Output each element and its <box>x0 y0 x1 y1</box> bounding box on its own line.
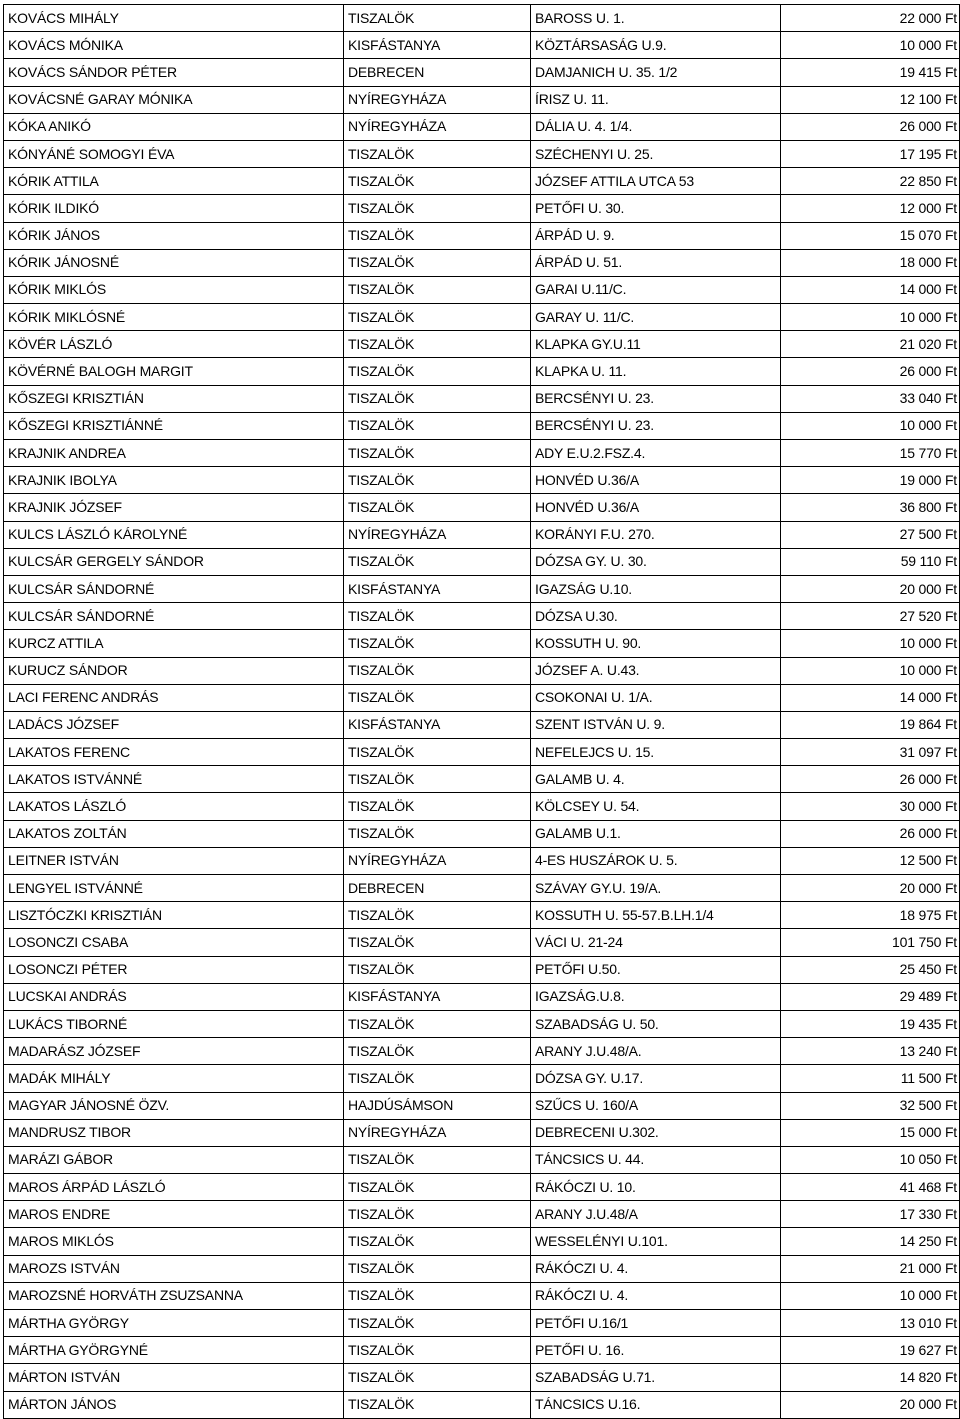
name-cell: KÖVÉR LÁSZLÓ <box>4 331 344 358</box>
name-cell: LENGYEL ISTVÁNNÉ <box>4 875 344 902</box>
table-row <box>4 304 960 331</box>
amount-cell: 10 000 Ft <box>781 630 960 657</box>
table-row <box>4 847 960 874</box>
address-cell: NEFELEJCS U. 15. <box>531 739 781 766</box>
table-row <box>4 222 960 249</box>
city-cell: TISZALÖK <box>344 902 531 929</box>
amount-cell: 101 750 Ft <box>781 929 960 956</box>
name-cell: MAROZS ISTVÁN <box>4 1255 344 1282</box>
amount-cell: 19 864 Ft <box>781 711 960 738</box>
amount-cell: 19 415 Ft <box>781 59 960 86</box>
table-row <box>4 1201 960 1228</box>
amount-cell: 13 010 Ft <box>781 1310 960 1337</box>
address-cell: ARANY J.U.48/A <box>531 1201 781 1228</box>
address-cell: ADY E.U.2.FSZ.4. <box>531 440 781 467</box>
amount-cell: 21 020 Ft <box>781 331 960 358</box>
name-cell: LOSONCZI CSABA <box>4 929 344 956</box>
address-cell: KOSSUTH U. 55-57.B.LH.1/4 <box>531 902 781 929</box>
name-cell: MÁRTON ISTVÁN <box>4 1364 344 1391</box>
table-row <box>4 86 960 113</box>
name-cell: MAGYAR JÁNOSNÉ ÖZV. <box>4 1092 344 1119</box>
donor-table <box>3 4 960 1419</box>
city-cell: TISZALÖK <box>344 276 531 303</box>
name-cell: KULCSÁR SÁNDORNÉ <box>4 603 344 630</box>
name-cell: MÁRTON JÁNOS <box>4 1391 344 1418</box>
name-cell: KULCSÁR SÁNDORNÉ <box>4 575 344 602</box>
amount-cell: 20 000 Ft <box>781 1391 960 1418</box>
name-cell: KURCZ ATTILA <box>4 630 344 657</box>
table-row <box>4 1174 960 1201</box>
table-row <box>4 657 960 684</box>
table-row <box>4 1119 960 1146</box>
amount-cell: 26 000 Ft <box>781 113 960 140</box>
amount-cell: 14 000 Ft <box>781 684 960 711</box>
address-cell: SZENT ISTVÁN U. 9. <box>531 711 781 738</box>
amount-cell: 22 000 Ft <box>781 5 960 32</box>
city-cell: TISZALÖK <box>344 1038 531 1065</box>
address-cell: GARAY U. 11/C. <box>531 304 781 331</box>
name-cell: MANDRUSZ TIBOR <box>4 1119 344 1146</box>
table-row <box>4 521 960 548</box>
table-row <box>4 5 960 32</box>
table-row <box>4 385 960 412</box>
address-cell: SZABADSÁG U.71. <box>531 1364 781 1391</box>
name-cell: LAKATOS LÁSZLÓ <box>4 793 344 820</box>
city-cell: TISZALÖK <box>344 739 531 766</box>
amount-cell: 26 000 Ft <box>781 766 960 793</box>
city-cell: TISZALÖK <box>344 494 531 521</box>
city-cell: TISZALÖK <box>344 1065 531 1092</box>
city-cell: TISZALÖK <box>344 766 531 793</box>
name-cell: KÓRIK JÁNOSNÉ <box>4 249 344 276</box>
address-cell: SZŰCS U. 160/A <box>531 1092 781 1119</box>
table-row <box>4 929 960 956</box>
amount-cell: 17 195 Ft <box>781 140 960 167</box>
address-cell: RÁKÓCZI U. 10. <box>531 1174 781 1201</box>
amount-cell: 33 040 Ft <box>781 385 960 412</box>
amount-cell: 21 000 Ft <box>781 1255 960 1282</box>
table-row <box>4 875 960 902</box>
amount-cell: 59 110 Ft <box>781 548 960 575</box>
address-cell: BERCSÉNYI U. 23. <box>531 412 781 439</box>
table-row <box>4 630 960 657</box>
table-row <box>4 1228 960 1255</box>
name-cell: KÓKA ANIKÓ <box>4 113 344 140</box>
address-cell: ÍRISZ U. 11. <box>531 86 781 113</box>
address-cell: DEBRECENI U.302. <box>531 1119 781 1146</box>
city-cell: TISZALÖK <box>344 1364 531 1391</box>
city-cell: TISZALÖK <box>344 956 531 983</box>
name-cell: KOVÁCS MIHÁLY <box>4 5 344 32</box>
city-cell: TISZALÖK <box>344 1255 531 1282</box>
amount-cell: 10 050 Ft <box>781 1146 960 1173</box>
address-cell: IGAZSÁG.U.8. <box>531 983 781 1010</box>
amount-cell: 18 975 Ft <box>781 902 960 929</box>
address-cell: KLAPKA GY.U.11 <box>531 331 781 358</box>
amount-cell: 25 450 Ft <box>781 956 960 983</box>
city-cell: TISZALÖK <box>344 630 531 657</box>
name-cell: KULCSÁR GERGELY SÁNDOR <box>4 548 344 575</box>
name-cell: LISZTÓCZKI KRISZTIÁN <box>4 902 344 929</box>
table-row <box>4 1310 960 1337</box>
address-cell: DÁLIA U. 4. 1/4. <box>531 113 781 140</box>
amount-cell: 10 000 Ft <box>781 1282 960 1309</box>
address-cell: PETŐFI U. 30. <box>531 195 781 222</box>
table-row <box>4 467 960 494</box>
amount-cell: 19 627 Ft <box>781 1337 960 1364</box>
address-cell: ARANY J.U.48/A. <box>531 1038 781 1065</box>
city-cell: TISZALÖK <box>344 195 531 222</box>
name-cell: KOVÁCS MÓNIKA <box>4 32 344 59</box>
name-cell: KŐSZEGI KRISZTIÁNNÉ <box>4 412 344 439</box>
city-cell: TISZALÖK <box>344 222 531 249</box>
name-cell: KURUCZ SÁNDOR <box>4 657 344 684</box>
amount-cell: 41 468 Ft <box>781 1174 960 1201</box>
city-cell: KISFÁSTANYA <box>344 711 531 738</box>
table-row <box>4 1065 960 1092</box>
address-cell: GARAI U.11/C. <box>531 276 781 303</box>
address-cell: BERCSÉNYI U. 23. <box>531 385 781 412</box>
city-cell: TISZALÖK <box>344 1010 531 1037</box>
name-cell: MÁRTHA GYÖRGY <box>4 1310 344 1337</box>
name-cell: LADÁCS JÓZSEF <box>4 711 344 738</box>
city-cell: TISZALÖK <box>344 1310 531 1337</box>
address-cell: RÁKÓCZI U. 4. <box>531 1282 781 1309</box>
table-row <box>4 331 960 358</box>
table-row <box>4 711 960 738</box>
city-cell: NYÍREGYHÁZA <box>344 847 531 874</box>
name-cell: LUKÁCS TIBORNÉ <box>4 1010 344 1037</box>
name-cell: LAKATOS ZOLTÁN <box>4 820 344 847</box>
amount-cell: 27 500 Ft <box>781 521 960 548</box>
address-cell: HONVÉD U.36/A <box>531 494 781 521</box>
name-cell: MADARÁSZ JÓZSEF <box>4 1038 344 1065</box>
table-row <box>4 440 960 467</box>
city-cell: TISZALÖK <box>344 358 531 385</box>
name-cell: KÖVÉRNÉ BALOGH MARGIT <box>4 358 344 385</box>
name-cell: KÓRIK MIKLÓS <box>4 276 344 303</box>
city-cell: NYÍREGYHÁZA <box>344 1119 531 1146</box>
amount-cell: 27 520 Ft <box>781 603 960 630</box>
name-cell: LACI FERENC ANDRÁS <box>4 684 344 711</box>
address-cell: SZÉCHENYI U. 25. <box>531 140 781 167</box>
table-row <box>4 113 960 140</box>
name-cell: KRAJNIK JÓZSEF <box>4 494 344 521</box>
city-cell: TISZALÖK <box>344 168 531 195</box>
amount-cell: 10 000 Ft <box>781 304 960 331</box>
name-cell: MARÁZI GÁBOR <box>4 1146 344 1173</box>
city-cell: NYÍREGYHÁZA <box>344 521 531 548</box>
name-cell: LAKATOS FERENC <box>4 739 344 766</box>
city-cell: TISZALÖK <box>344 467 531 494</box>
table-row <box>4 739 960 766</box>
amount-cell: 17 330 Ft <box>781 1201 960 1228</box>
table-row <box>4 793 960 820</box>
city-cell: TISZALÖK <box>344 820 531 847</box>
city-cell: KISFÁSTANYA <box>344 983 531 1010</box>
address-cell: TÁNCSICS U.16. <box>531 1391 781 1418</box>
table-row <box>4 32 960 59</box>
address-cell: PETŐFI U. 16. <box>531 1337 781 1364</box>
city-cell: TISZALÖK <box>344 793 531 820</box>
name-cell: KÓRIK MIKLÓSNÉ <box>4 304 344 331</box>
address-cell: TÁNCSICS U. 44. <box>531 1146 781 1173</box>
city-cell: TISZALÖK <box>344 684 531 711</box>
city-cell: TISZALÖK <box>344 548 531 575</box>
table-row <box>4 575 960 602</box>
city-cell: TISZALÖK <box>344 1174 531 1201</box>
table-row <box>4 603 960 630</box>
table-row <box>4 902 960 929</box>
address-cell: KÖLCSEY U. 54. <box>531 793 781 820</box>
name-cell: KÓRIK ILDIKÓ <box>4 195 344 222</box>
address-cell: WESSELÉNYI U.101. <box>531 1228 781 1255</box>
address-cell: 4-ES HUSZÁROK U. 5. <box>531 847 781 874</box>
address-cell: JÓZSEF ATTILA UTCA 53 <box>531 168 781 195</box>
amount-cell: 26 000 Ft <box>781 358 960 385</box>
table-row <box>4 1038 960 1065</box>
address-cell: BAROSS U. 1. <box>531 5 781 32</box>
address-cell: ÁRPÁD U. 9. <box>531 222 781 249</box>
amount-cell: 19 435 Ft <box>781 1010 960 1037</box>
amount-cell: 22 850 Ft <box>781 168 960 195</box>
amount-cell: 15 770 Ft <box>781 440 960 467</box>
address-cell: IGAZSÁG U.10. <box>531 575 781 602</box>
table-row <box>4 1282 960 1309</box>
amount-cell: 18 000 Ft <box>781 249 960 276</box>
name-cell: KOVÁCSNÉ GARAY MÓNIKA <box>4 86 344 113</box>
amount-cell: 14 000 Ft <box>781 276 960 303</box>
address-cell: RÁKÓCZI U. 4. <box>531 1255 781 1282</box>
amount-cell: 10 000 Ft <box>781 412 960 439</box>
address-cell: CSOKONAI U. 1/A. <box>531 684 781 711</box>
amount-cell: 13 240 Ft <box>781 1038 960 1065</box>
name-cell: MAROS MIKLÓS <box>4 1228 344 1255</box>
table-row <box>4 358 960 385</box>
city-cell: TISZALÖK <box>344 140 531 167</box>
table-row <box>4 494 960 521</box>
city-cell: TISZALÖK <box>344 385 531 412</box>
amount-cell: 11 500 Ft <box>781 1065 960 1092</box>
amount-cell: 36 800 Ft <box>781 494 960 521</box>
city-cell: NYÍREGYHÁZA <box>344 113 531 140</box>
name-cell: KULCS LÁSZLÓ KÁROLYNÉ <box>4 521 344 548</box>
name-cell: LAKATOS ISTVÁNNÉ <box>4 766 344 793</box>
address-cell: GALAMB U.1. <box>531 820 781 847</box>
table-row <box>4 1010 960 1037</box>
amount-cell: 10 000 Ft <box>781 657 960 684</box>
amount-cell: 30 000 Ft <box>781 793 960 820</box>
amount-cell: 31 097 Ft <box>781 739 960 766</box>
address-cell: SZABADSÁG U. 50. <box>531 1010 781 1037</box>
amount-cell: 20 000 Ft <box>781 575 960 602</box>
amount-cell: 10 000 Ft <box>781 32 960 59</box>
city-cell: TISZALÖK <box>344 1337 531 1364</box>
address-cell: DAMJANICH U. 35. 1/2 <box>531 59 781 86</box>
amount-cell: 20 000 Ft <box>781 875 960 902</box>
city-cell: TISZALÖK <box>344 1146 531 1173</box>
amount-cell: 26 000 Ft <box>781 820 960 847</box>
table-row <box>4 1337 960 1364</box>
name-cell: MADÁK MIHÁLY <box>4 1065 344 1092</box>
city-cell: TISZALÖK <box>344 304 531 331</box>
address-cell: HONVÉD U.36/A <box>531 467 781 494</box>
name-cell: MAROZSNÉ HORVÁTH ZSUZSANNA <box>4 1282 344 1309</box>
amount-cell: 12 500 Ft <box>781 847 960 874</box>
city-cell: TISZALÖK <box>344 249 531 276</box>
table-row <box>4 249 960 276</box>
amount-cell: 15 070 Ft <box>781 222 960 249</box>
table-row <box>4 195 960 222</box>
address-cell: KORÁNYI F.U. 270. <box>531 521 781 548</box>
amount-cell: 15 000 Ft <box>781 1119 960 1146</box>
name-cell: LUCSKAI ANDRÁS <box>4 983 344 1010</box>
name-cell: LEITNER ISTVÁN <box>4 847 344 874</box>
table-row <box>4 1146 960 1173</box>
city-cell: NYÍREGYHÁZA <box>344 86 531 113</box>
name-cell: KÓRIK ATTILA <box>4 168 344 195</box>
city-cell: TISZALÖK <box>344 603 531 630</box>
name-cell: KÓNYÁNÉ SOMOGYI ÉVA <box>4 140 344 167</box>
city-cell: TISZALÖK <box>344 5 531 32</box>
amount-cell: 29 489 Ft <box>781 983 960 1010</box>
city-cell: DEBRECEN <box>344 875 531 902</box>
city-cell: TISZALÖK <box>344 1391 531 1418</box>
address-cell: GALAMB U. 4. <box>531 766 781 793</box>
city-cell: TISZALÖK <box>344 1228 531 1255</box>
address-cell: PETŐFI U.50. <box>531 956 781 983</box>
address-cell: KLAPKA U. 11. <box>531 358 781 385</box>
table-row <box>4 1092 960 1119</box>
amount-cell: 12 100 Ft <box>781 86 960 113</box>
table-row <box>4 1364 960 1391</box>
address-cell: KÖZTÁRSASÁG U.9. <box>531 32 781 59</box>
address-cell: ÁRPÁD U. 51. <box>531 249 781 276</box>
city-cell: TISZALÖK <box>344 657 531 684</box>
table-row <box>4 140 960 167</box>
table-row <box>4 820 960 847</box>
name-cell: MÁRTHA GYÖRGYNÉ <box>4 1337 344 1364</box>
table-row <box>4 168 960 195</box>
table-row <box>4 548 960 575</box>
city-cell: TISZALÖK <box>344 1282 531 1309</box>
city-cell: TISZALÖK <box>344 331 531 358</box>
table-row <box>4 59 960 86</box>
amount-cell: 32 500 Ft <box>781 1092 960 1119</box>
city-cell: TISZALÖK <box>344 1201 531 1228</box>
city-cell: TISZALÖK <box>344 440 531 467</box>
table-row <box>4 956 960 983</box>
city-cell: TISZALÖK <box>344 412 531 439</box>
table-row <box>4 276 960 303</box>
name-cell: KRAJNIK IBOLYA <box>4 467 344 494</box>
address-cell: PETŐFI U.16/1 <box>531 1310 781 1337</box>
address-cell: JÓZSEF A. U.43. <box>531 657 781 684</box>
city-cell: KISFÁSTANYA <box>344 32 531 59</box>
amount-cell: 14 820 Ft <box>781 1364 960 1391</box>
table-row <box>4 412 960 439</box>
name-cell: LOSONCZI PÉTER <box>4 956 344 983</box>
table-row <box>4 766 960 793</box>
city-cell: KISFÁSTANYA <box>344 575 531 602</box>
city-cell: DEBRECEN <box>344 59 531 86</box>
city-cell: TISZALÖK <box>344 929 531 956</box>
amount-cell: 14 250 Ft <box>781 1228 960 1255</box>
address-cell: KOSSUTH U. 90. <box>531 630 781 657</box>
name-cell: MAROS ENDRE <box>4 1201 344 1228</box>
table-row <box>4 1255 960 1282</box>
amount-cell: 12 000 Ft <box>781 195 960 222</box>
name-cell: KÓRIK JÁNOS <box>4 222 344 249</box>
name-cell: MAROS ÁRPÁD LÁSZLÓ <box>4 1174 344 1201</box>
city-cell: HAJDÚSÁMSON <box>344 1092 531 1119</box>
address-cell: DÓZSA GY. U.17. <box>531 1065 781 1092</box>
address-cell: DÓZSA GY. U. 30. <box>531 548 781 575</box>
address-cell: DÓZSA U.30. <box>531 603 781 630</box>
table-row <box>4 1391 960 1418</box>
address-cell: VÁCI U. 21-24 <box>531 929 781 956</box>
address-cell: SZÁVAY GY.U. 19/A. <box>531 875 781 902</box>
table-row <box>4 684 960 711</box>
name-cell: KRAJNIK ANDREA <box>4 440 344 467</box>
donor-table-body <box>4 5 960 1419</box>
name-cell: KOVÁCS SÁNDOR PÉTER <box>4 59 344 86</box>
name-cell: KŐSZEGI KRISZTIÁN <box>4 385 344 412</box>
table-row <box>4 983 960 1010</box>
amount-cell: 19 000 Ft <box>781 467 960 494</box>
